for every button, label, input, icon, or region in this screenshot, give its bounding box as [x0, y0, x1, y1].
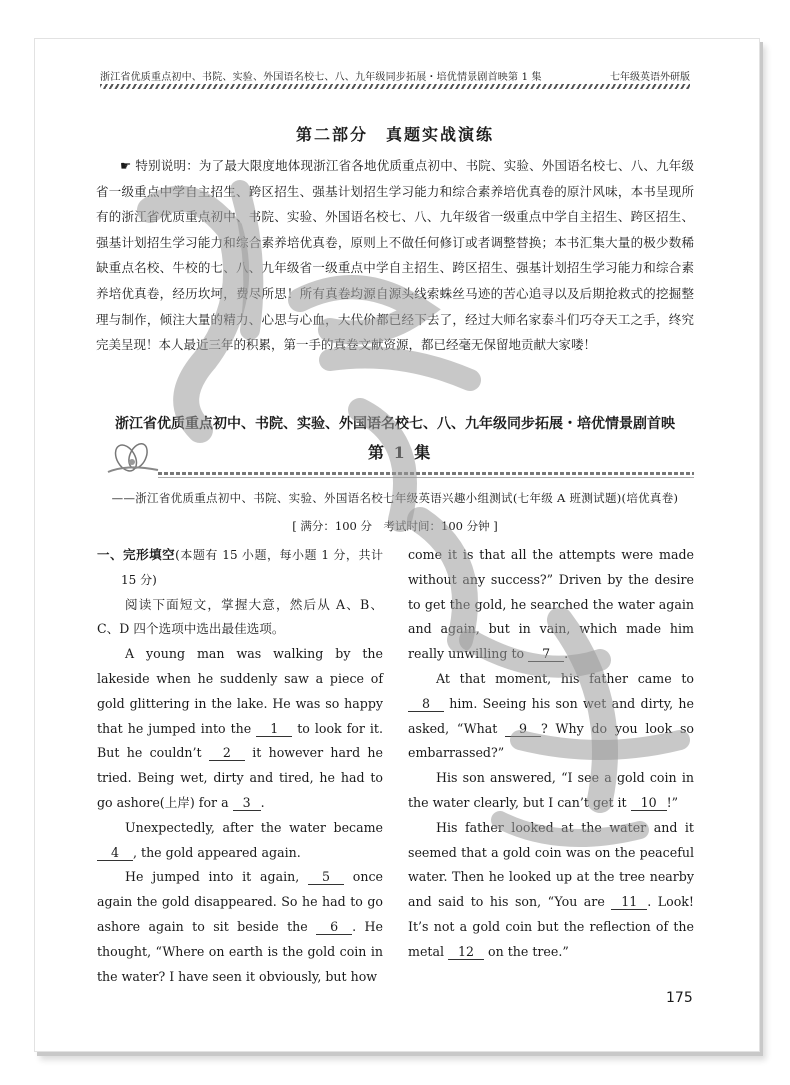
- passage-paragraph: A young man was walking by the lakeside when he suddenly saw a piece of gold glittering in the lake. He was so happy that he jumped into the 1 to look for it. But he couldn’t 2 it however hard he tried. Being wet, dirty and tired, he had to go ashore(上岸) for a 3 .: [97, 646, 383, 810]
- blank-9: 9: [505, 722, 541, 737]
- test-subtitle: ——浙江省优质重点初中、书院、实验、外国语名校七年级英语兴趣小组测试(七年级 A 班测试题)(培优真卷): [111, 491, 679, 505]
- left-column: [97, 543, 383, 989]
- passage-paragraph: He jumped into it again, 5 once again the gold disappeared. So he had to go ashore again to sit beside the 6 . He thought, “Where on earth is the gold coin in the water? I have seen it obviously, but how: [97, 869, 384, 984]
- passage-paragraph: His son answered, “I see a gold coin in the water clearly, but I can’t get it 10 !”: [408, 770, 694, 810]
- passage-paragraph: come it is that all the attempts were made without any success?” Driven by the desire to get the gold, he searched the water again and again, but in vain, which made him really unwilling to 7 .: [408, 547, 694, 662]
- right-column: [408, 543, 694, 965]
- page-number: 175: [666, 990, 693, 1006]
- pointing-hand-icon: ☛: [120, 158, 132, 173]
- header-rule: [100, 84, 690, 89]
- blank-3: 3: [233, 796, 261, 811]
- episode-title: 第 1 集: [368, 443, 433, 462]
- blank-11: 11: [611, 895, 647, 910]
- score-line: [ 满分：100 分 考试时间：100 分钟 ]: [292, 519, 498, 533]
- episode-rule: [158, 472, 694, 475]
- running-header-right: 七年级英语外研版: [610, 72, 690, 83]
- instruction: 阅读下面短文，掌握大意，然后从 A、B、C、D 四个选项中选出最佳选项。: [97, 596, 383, 637]
- blank-2: 2: [209, 746, 245, 761]
- passage-paragraph: His father looked at the water and it seemed that a gold coin was on the peaceful water. Then he looked up at the tree nearby and said to his son, “You are 11 . Look! It’s not a gold coin but the reflection of the metal 12 on the tree.”: [408, 819, 694, 959]
- blank-8: 8: [408, 697, 444, 712]
- series-title: 浙江省优质重点初中、书院、实验、外国语名校七、八、九年级同步拓展・培优情景剧首映: [115, 416, 675, 432]
- section-title: 第二部分 真题实战演练: [295, 125, 494, 144]
- blank-7: 7: [528, 647, 564, 662]
- blank-6: 6: [316, 920, 352, 935]
- flower-logo-icon: [104, 438, 162, 480]
- passage-paragraph: At that moment, his father came to 8 him. Seeing his son wet and dirty, he asked, “What 9 ? Why do you look so embarrassed?”: [408, 670, 694, 761]
- intro-text: 特别说明：为了最大限度地体现浙江省各地优质重点初中、书院、实验、外国语名校七、八、九年级省一级重点中学自主招生、跨区招生、强基计划招生学习能力和综合素养培优真卷的原汁风味，本书呈现所有的浙江省优质重点初中、书院、实验、外国语名校七、八、九年级省一级重点中学自主招生、跨区招生、强基计划招生学习能力和综合素养培优真卷，原则上不做任何修订或者调整替换；本书汇集大量的极少数稀缺重点名校、牛校的七、八、九年级省一级重点中学自主招生、跨区招生、强基计划招生学习能力和综合素养培优真卷，经历坎坷，费尽所思！所有真卷均源自源头线索蛛丝马迹的苦心追寻以及后期抢救式的挖掘整理与制作，倾注大量的精力、心思与心血，大代价都已经下去了，经过大师名家泰斗们巧夺天工之手，终究完美呈现！本人最近三年的积累，第一手的真卷文献资源，都已经毫无保留地贡献大家喽！: [96, 158, 694, 353]
- question-heading: 一、完形填空(本题有 15 小题，每小题 1 分，共计 15 分): [97, 547, 383, 587]
- blank-10: 10: [631, 796, 667, 811]
- passage-paragraph: Unexpectedly, after the water became 4 , the gold appeared again.: [97, 816, 383, 866]
- running-header-left: 浙江省优质重点初中、书院、实验、外国语名校七、八、九年级同步拓展・培优情景剧首映第 1 集: [100, 72, 542, 83]
- intro-paragraph: [96, 153, 694, 358]
- blank-4: 4: [97, 846, 133, 861]
- blank-5: 5: [308, 870, 344, 885]
- blank-12: 12: [448, 945, 484, 960]
- episode-rule-thin: [158, 477, 694, 478]
- blank-1: 1: [256, 722, 292, 737]
